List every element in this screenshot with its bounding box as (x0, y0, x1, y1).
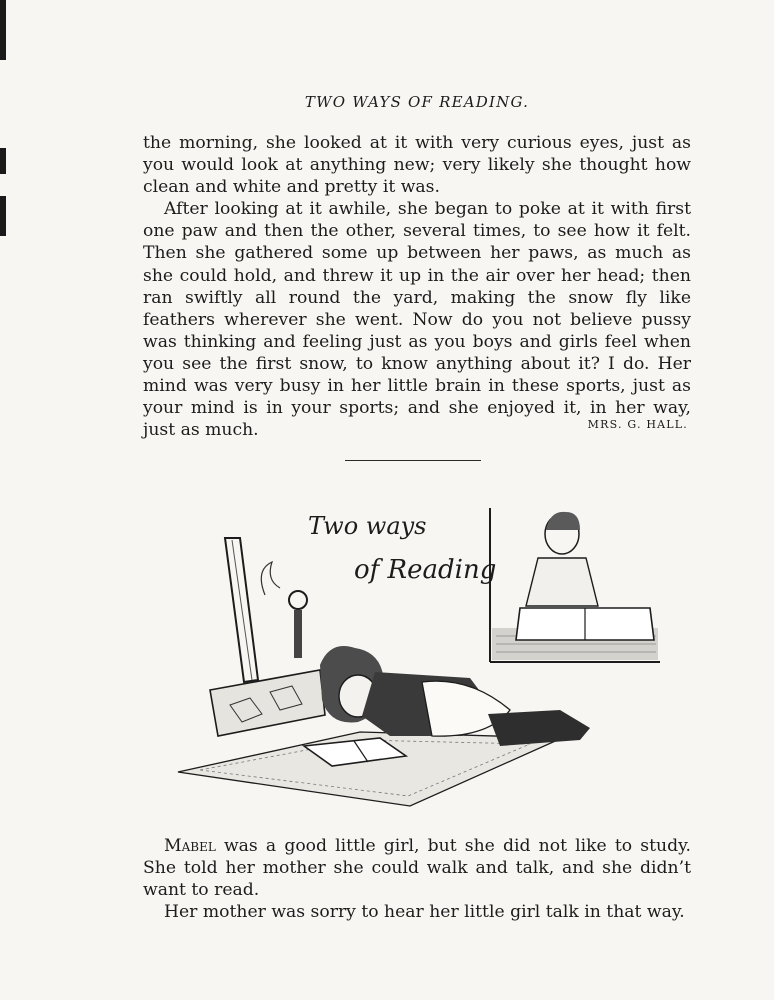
lead-word: Mabel (164, 836, 216, 856)
engraving-illustration (170, 500, 670, 820)
illustration-lettering (308, 512, 496, 585)
story-text-top (143, 132, 691, 441)
svg-text:of Reading: of Reading (354, 555, 497, 585)
paragraph: After looking at it awhile, she began to poke at it with first one paw and then the other, several times, to see how it felt. Then she gathered some up between her paws, as much as she could hold, and threw it up in the air over her head; then ran swiftly all round the yard, making the snow fly like feathers wherever she went. Now do you not believe pussy was thinking and feeling just as you boys and girls feel when you see the first snow, to know anything about it? I do. Her mind was very busy in her little brain in these sports, just as your mind is in your sports; and she enjoyed it, in her way, just as much. (143, 199, 691, 441)
running-head: TWO WAYS OF READING. (304, 93, 530, 111)
paragraph: the morning, she looked at it with very curious eyes, just as you would look at anything new; very likely she thought how clean and white and pretty it was. (143, 133, 691, 198)
boy-reading-vignette (490, 508, 660, 662)
binding-edge-mark (0, 0, 6, 60)
svg-text:Two ways: Two ways (308, 512, 427, 540)
story-text-bottom (143, 835, 691, 923)
section-divider (345, 460, 481, 461)
paragraph-text: was a good little girl, but she did not like to study. She told her mother she could walk and talk, and she didn’t want to read. (143, 836, 691, 901)
paragraph (143, 835, 691, 901)
binding-edge-mark (0, 148, 6, 174)
andiron-fireplace (210, 538, 325, 736)
author-byline: MRS. G. HALL. (587, 418, 688, 431)
paragraph: Her mother was sorry to hear her little girl talk in that way. (164, 902, 685, 923)
binding-edge-mark (0, 196, 6, 236)
